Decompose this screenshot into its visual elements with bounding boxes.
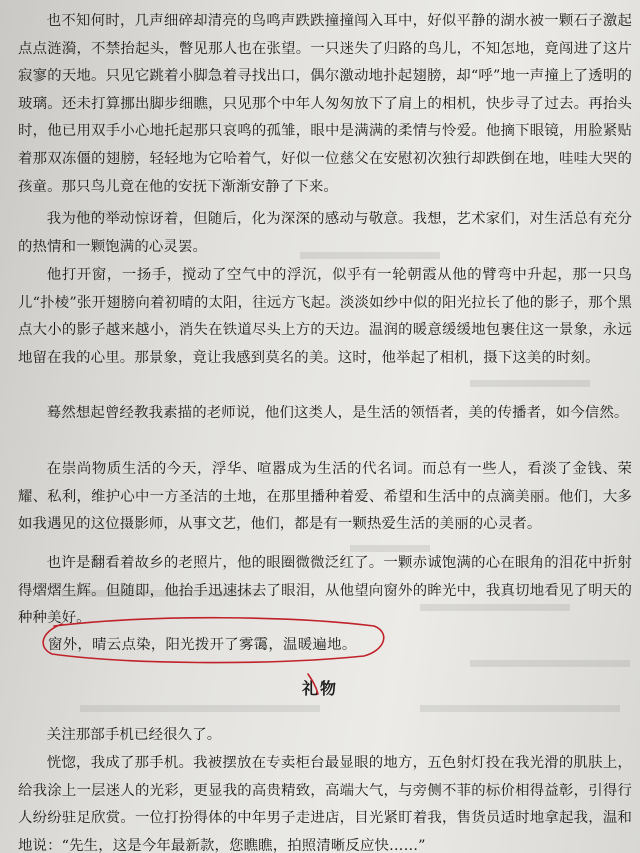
paragraph-bird-rescue: 也不知何时，几声细碎却清亮的鸟鸣声跌跌撞撞闯入耳中，好似平静的湖水被一颗石子激起点点涟漪，不禁抬起头，瞥见那人也在张望。一只迷失了归路的鸟儿，不知怎地，竟闯进了这片寂寥的天地。只见它跳着小脚急着寻找出口，偶尔激动地扑起翅膀，却“呼”地一声撞上了透明的玻璃。还未打算挪出脚步细瞧，只见那个中年人匆匆放下了肩上的相机，快步寻了过去。再抬头时，他已用双手小心地托起那只哀鸣的孤雏，眼中是满满的柔情与怜爱。他摘下眼镜，用脸紧贴着那双冻僵的翅膀，轻轻地为它哈着气，好似一位慈父在安慰初次独行却跌倒在地，哇哇大哭的孩童。那只鸟儿竟在他的安抚下渐渐安静了下来。	[18, 13, 632, 195]
paragraph-old-photos: 也许是翻看着故乡的老照片，他的眼圈微微泛红了。一颗赤诚饱满的心在眼角的泪花中折射得熠熠生辉。但随即，他抬手迅速抹去了眼泪，从他望向窗外的眸光中，我真切地看见了明天的种种美好。	[18, 555, 632, 627]
section-title: 礼物	[301, 679, 338, 698]
paragraph-teacher-quote: 蓦然想起曾经教我素描的老师说，他们这类人，是生活的领悟者，美的传播者，如今信然。	[46, 405, 629, 421]
paragraph-admiration: 我为他的举动惊讶着，但随后，化为深深的感动与敬意。我想，艺术家们，对生活总有充分的热情和一颗饱满的心灵罢。	[18, 211, 632, 255]
paragraph-phone-intro: 关注那部手机已经很久了。	[46, 727, 222, 743]
paragraph-release-bird: 他打开窗，一扬手，搅动了空气中的浮沉，似乎有一轮朝霞从他的臂弯中升起，那一只鸟儿“扑棱”张开翅膀向着初晴的太阳，往远方飞起。淡淡如纱中似的阳光拉长了他的影子，那个黑点大小的影子越来越小，消失在铁道尽头上方的天边。温润的暖意缓缓地包裹住这一景象，永远地留在我的心里。那景象，竟让我感到莫名的美。这时，他举起了相机，摄下这美的时刻。	[18, 267, 632, 366]
circled-sentence: 窗外，晴云点染，阳光拨开了雾霭，温暖遍地。	[48, 637, 357, 653]
paragraph-phone-store: 恍惚，我成了那手机。我被摆放在专卖柜台最显眼的地方，五色射灯投在我光滑的肌肤上，给我涂上一层迷人的光彩，更显我的高贵精致，高端大气，与旁侧不菲的标价相得益彰，引得行人纷纷驻足欣赏。一位打扮得体的中年男子走进店，目光紧盯着我，售货员适时地拿起我，温和地说：“先生，这是今年最新款，您瞧瞧，拍照清晰反应快……”	[18, 755, 632, 853]
paragraph-material-life: 在崇尚物质生活的今天，浮华、喧嚣成为生活的代名词。而总有一些人，看淡了金钱、荣耀、私利，维护心中一方圣洁的土地，在那里播种着爱、希望和生活中的点滴美丽。他们，大多如我遇见的这位摄影师，从事文艺，他们，都是有一颗热爱生活的美丽的心灵者。	[18, 461, 632, 533]
